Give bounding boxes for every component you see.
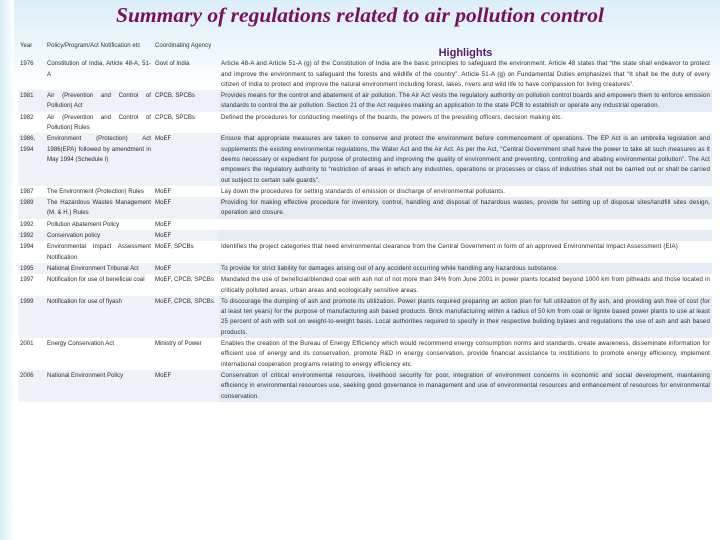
table-row: [18, 133, 712, 185]
row-year: 1992: [18, 230, 45, 241]
row-year: 1989: [18, 197, 45, 219]
row-year: 1987: [20, 187, 34, 195]
row-policy: National Environment Policy: [45, 370, 153, 402]
row-highlights: Provides means for the control and abatement of air pollution. The Air Act vests the regulatory authority on pollution control boards and empowers them to enforce emission standards to control the air pollution. Section 21 of the Act requires making an application to the state PCB to establish or operate any industrial operation.: [219, 90, 712, 112]
row-highlights: Defined the procedures for conducting meetings of the boards, the powers of the presiding officers, decision making etc.: [221, 113, 563, 121]
row-highlights: Ensure that appropriate measures are taken to conserve and protect the environment before commencement of operations. The EP Act is an umbrella legislation and supplements the existing environmental regulations, the Water Act and the Air Act. As per the Act, “Central Government shall have the power to take all such measures as it deems necessary or expedient for purpose of protecting and improving the quality of environment and preventing, controlling and abating environmental pollution”. The Act empowers the regulatory authority to “restriction of areas in which any industries, operations or processes or class of industries shall not be carried out or shall be carried out subject to certain safe guards”.: [219, 133, 712, 185]
row-policy: Notification for use of beneficial coal: [47, 276, 145, 284]
row-agency: MoEF: [153, 197, 219, 219]
table-row: [18, 263, 712, 274]
row-year: 1995: [18, 263, 45, 274]
row-agency: Govt of India: [155, 60, 190, 68]
row-policy: Pollution Abatement Policy: [47, 220, 120, 228]
regulations-table-container: [18, 40, 712, 540]
page-title: Summary of regulations related to air pollution control: [115, 3, 604, 27]
table-row: [18, 274, 712, 296]
header-highlights: Highlights: [438, 47, 493, 59]
table-row: [18, 338, 712, 370]
header-year: Year: [20, 42, 33, 49]
row-agency: MoEF: [153, 263, 219, 274]
row-agency: MoEF: [153, 230, 219, 241]
header-agency: Coordinating Agency: [155, 42, 212, 49]
row-highlights: Lay down the procedures for setting standards of emission or discharge of environmental pollutants.: [221, 187, 506, 195]
row-year: 1976: [20, 60, 34, 68]
row-highlights: Conservation of critical environmental resources, livelihood security for poor, integration of environment concerns in economic and social development, maintaining efficiency in environmental resources use, seeking good governance in management and use of environmental resources and enhancement of resources for environmental conservation.: [219, 370, 712, 402]
row-year: 2001: [20, 340, 34, 348]
row-policy: Notification for use of flyash: [45, 296, 153, 338]
row-agency: MoEF, SPCBs: [155, 243, 194, 251]
table-row: [18, 90, 712, 112]
row-agency: Ministry of Power: [155, 340, 202, 348]
row-highlights: To provide for strict liability for damages arising out of any accident occurring while handling any hazardous substance.: [219, 263, 712, 274]
row-agency: MoEF, CPCB, SPCBs: [153, 296, 219, 338]
table-row: [18, 112, 712, 134]
row-year: 1994: [20, 243, 34, 251]
row-policy: The Environment (Protection) Rules: [47, 187, 144, 195]
table-row: [18, 197, 712, 219]
row-policy: Energy Conservation Act: [47, 340, 115, 348]
row-policy: The Hazardous Wastes Management (M. & H.) Rules: [45, 197, 153, 219]
row-year: 1997: [20, 276, 34, 284]
row-policy: National Environment Tribunal Act: [45, 263, 153, 274]
table-row: [18, 370, 712, 402]
row-policy: Environment (Protection) Act 1986(EPA) followed by amendment in May 1994 (Schedule I): [45, 133, 153, 185]
row-highlights: Mandated the use of beneficial/blended coal with ash not of not more than 34% from June 2001 in power plants located beyond 1000 km from pitheads and those located in critically polluted areas, urban areas and ecologically sensitive areas.: [221, 276, 710, 294]
row-year: 1992: [20, 220, 34, 228]
row-agency: MoEF, CPCB, SPCBs: [155, 276, 214, 284]
row-highlights: [219, 230, 712, 241]
row-agency: MoEF: [153, 370, 219, 402]
row-year: 1982: [20, 113, 34, 121]
header-policy: Policy/Program/Act Notification etc: [47, 42, 141, 49]
table-row: [18, 186, 712, 197]
row-policy: Conservation policy: [45, 230, 153, 241]
left-accent-strip: [0, 0, 14, 540]
table-header-row: [18, 40, 712, 58]
row-agency: MoEF: [155, 187, 172, 195]
row-year: 1999: [18, 296, 45, 338]
row-agency: MoEF: [153, 133, 219, 185]
table-row: [18, 58, 712, 90]
row-year: 1981: [18, 90, 45, 112]
row-policy: Constitution of India, Article 48-A, 51-A: [47, 60, 151, 78]
row-year: 1986, 1994: [18, 133, 45, 185]
row-highlights: [219, 219, 712, 230]
row-agency: CPCB, SPCBs: [155, 113, 195, 121]
row-agency: MoEF: [155, 220, 172, 228]
table-row: [18, 241, 712, 263]
table-row: [18, 219, 712, 230]
regulations-table: [18, 40, 712, 402]
row-agency: CPCB, SPCBs: [153, 90, 219, 112]
table-row: [18, 230, 712, 241]
row-highlights: To discourage the dumping of ash and promote its utilization. Power plants required preparing an action plan for full utilization of fly ash, and providing ash free of cost (for at least ten years) for the purpose of manufacturing ash based products. Brick manufacturing within a radius of 50 km from coal or lignite based power plants to use at least 25 percent of ash with soil on weight-to-weight basis. Local authorities required to specify in their respective building bylaws and regulations the use of ash and ash based products.: [219, 296, 712, 338]
row-highlights: Providing for making effective procedure for inventory, control, handling and disposal of hazardous wastes, provide for setting up of disposal sites/landfill sites design, operation and closure.: [219, 197, 712, 219]
row-highlights: Article 48-A and Article 51-A (g) of the Constitution of India are the basic principles to safeguard the environment. Article 48 states that “the state shall endeavor to protect and improve the environment to safeguard the forests and wildlife of the country”. Article 51-A (g) on Fundamental Duties emphasizes that “It shall be the duty of every citizen of India to protect and improve the natural environment including forest, lakes, rivers and wild life to have compassion for living creatures”.: [221, 60, 710, 88]
row-year: 2006: [18, 370, 45, 402]
row-policy: Air (Prevention and Control of Pollution) Act: [45, 90, 153, 112]
table-row: [18, 296, 712, 338]
row-highlights: Enables the creation of the Bureau of Energy Efficiency which would recommend energy consumption norms and standards, create awareness, disseminate information for efficient use of energy and its conservation, promote R&D in energy conservation, provide financial assistance to institutions to promote energy efficiency, implement international cooperation programs relating to energy efficiency etc.: [221, 340, 710, 368]
row-policy: Air (Prevention and Control of Pollution) Rules: [47, 113, 151, 132]
row-highlights: Identifies the project categories that need environmental clearance from the Central Government in form of an approved Environmental Impact Assessment (EIA): [221, 243, 678, 251]
row-policy: Environmental Impact Assessment Notification: [47, 243, 151, 261]
